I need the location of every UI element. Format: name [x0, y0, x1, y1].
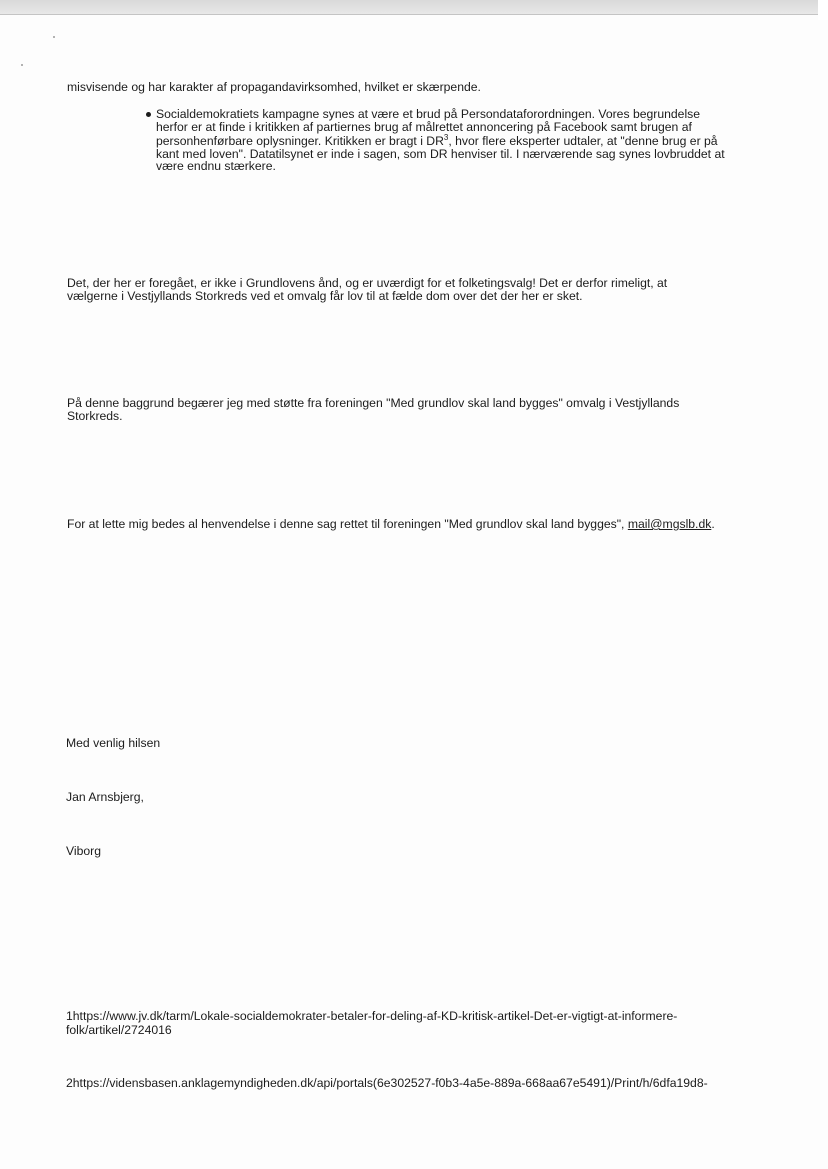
- contact-text: For at lette mig bedes al henvendelse i denne sag rettet til foreningen "Med grundlov skal land bygges",: [67, 517, 628, 531]
- bullet-line: kant med loven". Datatilsynet er inde i sagen, som DR henviser til. I nærværende sag synes lovbruddet at: [156, 146, 725, 161]
- intro-line: misvisende og har karakter af propagandavirksomhed, hvilket er skærpende.: [67, 80, 481, 94]
- email-link[interactable]: mail@mgslb.dk: [627, 517, 712, 531]
- scan-right-edge: [818, 0, 828, 20]
- contact-paragraph: [67, 518, 715, 531]
- bullet-line: Socialdemokratiets kampagne synes at være et brud på Persondataforordningen. Vores begrundelse: [156, 107, 701, 121]
- paragraph-line: Storkreds.: [67, 409, 123, 423]
- paragraph-line: vælgerne i Vestjyllands Storkreds ved et omvalg får lov til at fælde dom over det der her er sket.: [67, 289, 583, 303]
- bullet-line: [156, 135, 766, 148]
- signature-name: Jan Arnsbjerg,: [66, 790, 144, 804]
- footnote-2-line: 2https://vidensbasen.anklagemyndigheden.dk/api/portals(6e302527-f0b3-4a5e-889a-668aa67e5491)/Print/h/6dfa19d8-: [66, 1076, 708, 1090]
- bullet-item: [156, 108, 766, 173]
- footnote-1-line: 1https://www.jv.dk/tarm/Lokale-socialdemokrater-betaler-for-deling-af-KD-kritisk-artikel-Det-er-vigtigt-at-informere-: [66, 1009, 678, 1023]
- bullet-line: være endnu stærkere.: [156, 159, 276, 173]
- paragraph-line: Det, der her er foregået, er ikke i Grundlovens ånd, og er uværdigt for et folketingsvalg! Det er derfor rimeligt, at: [67, 276, 668, 290]
- bullet-icon: [146, 112, 151, 117]
- bullet-line: herfor er at finde i kritikken af partiernes brug af målrettet annoncering på Facebook samt brugen af: [156, 119, 692, 134]
- scan-top-edge: [0, 0, 818, 15]
- scan-speck: [53, 36, 55, 38]
- bullet-line-part: personhenførbare oplysninger. Kritikken er bragt i DR: [156, 134, 444, 148]
- footnote-1-line: folk/artikel/2724016: [66, 1023, 172, 1037]
- closing-greeting: Med venlig hilsen: [66, 736, 161, 750]
- bullet-line-part: , hvor flere eksperter udtaler, at "denne brug er på: [448, 134, 718, 148]
- contact-end: .: [711, 517, 715, 531]
- scan-speck: [21, 64, 23, 66]
- paragraph-line: På denne baggrund begærer jeg med støtte fra foreningen "Med grundlov skal land bygges" omvalg i Vestjyllands: [67, 396, 680, 410]
- footnote-reference: 3: [443, 133, 449, 142]
- signature-city: Viborg: [66, 844, 102, 858]
